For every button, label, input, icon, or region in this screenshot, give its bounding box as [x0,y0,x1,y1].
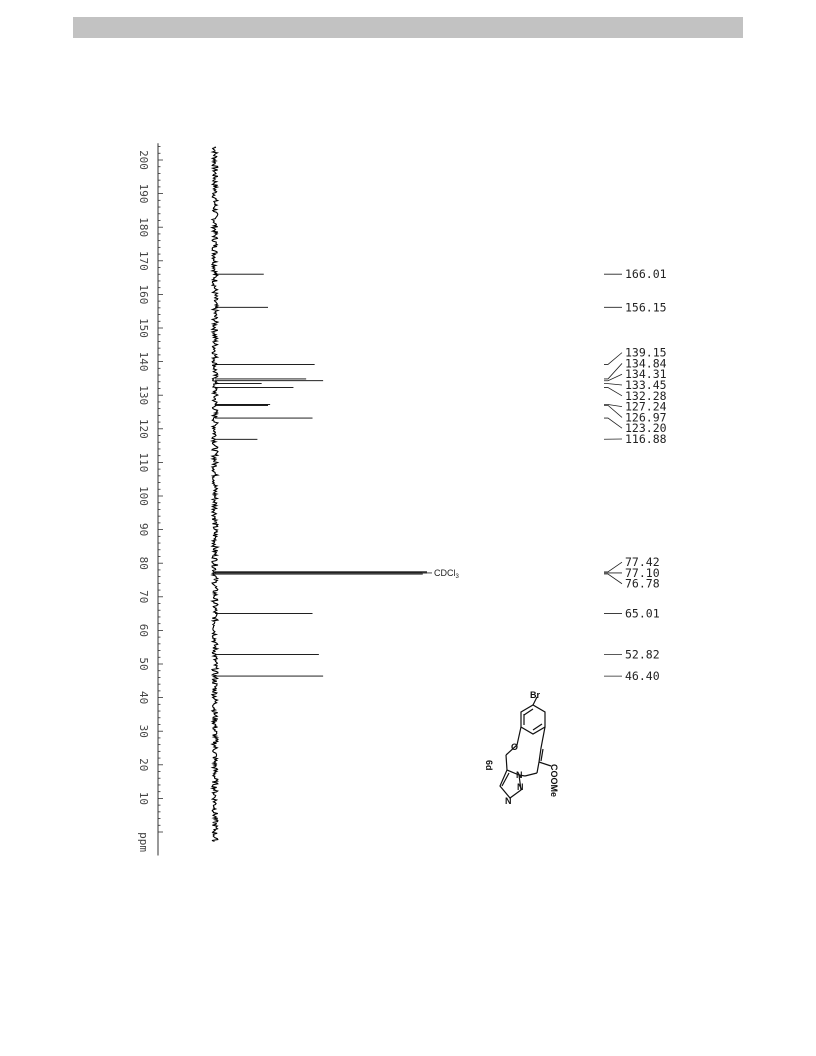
oxygen-label: O [511,742,519,752]
axis-tick-label: 30 [137,724,150,738]
peak-label: 65.01 [625,606,660,621]
baseline-trace [212,147,218,842]
peak-label: 156.15 [625,300,667,315]
peak-label-connector [604,405,622,417]
axis-tick-label: 150 [137,318,150,338]
axis-unit-label: ppm [137,832,150,853]
bromine-label: Br [530,690,541,700]
peak-label: 139.15 [625,345,667,360]
peak-label: 77.10 [625,565,660,580]
axis-tick-label: 60 [137,623,150,638]
nitrogen-label-1: N [516,770,523,780]
axis-tick-label: 190 [137,183,150,204]
axis-tick-label: 110 [137,452,150,473]
peak-lines [215,274,427,676]
peak-label: 77.42 [625,555,660,570]
axis-tick-label: 40 [137,690,150,705]
chemical-structure [500,697,551,798]
peak-label: 132.28 [625,388,667,403]
peak-label: 134.84 [625,356,667,371]
peak-label-connector [604,418,622,428]
peak-label-connector [604,574,622,584]
peak-label: 76.78 [625,576,660,591]
axis-tick-label: 20 [137,758,150,772]
axis-tick-label: 170 [137,250,150,271]
axis-tick-label: 140 [137,351,150,372]
axis-tick-label: 70 [137,590,150,604]
peak-label-connector [604,363,622,379]
peak-label-connector [604,384,622,385]
peak-label: 46.40 [625,669,660,684]
ester-label: COOMe [549,764,559,798]
nitrogen-label-2: N [517,782,524,792]
axis-tick-label: 180 [137,217,150,238]
peak-label: 52.82 [625,647,660,662]
solvent-annotation [422,568,460,580]
baseline-noise [212,147,218,842]
axis-tick-label: 200 [137,150,150,170]
axis-tick-label: 50 [137,657,150,671]
peak-label-connector [604,374,622,380]
peak-label: 127.24 [625,399,667,414]
axis-tick-label: 10 [137,791,150,806]
peak-label: 134.31 [625,367,667,382]
peak-label: 116.88 [625,432,667,447]
axis-tick-label: 90 [137,522,150,537]
peak-label: 123.20 [625,421,667,436]
peak-label: 133.45 [625,378,667,393]
nitrogen-label-3: N [505,796,512,806]
peak-label-connector [604,353,622,365]
peak-label-connector [604,562,622,572]
axis-tick-label: 130 [137,385,150,406]
peak-label-connector [604,388,622,396]
compound-label: 6d [484,760,494,771]
axis-tick-label: 80 [137,556,150,570]
ppm-axis [137,143,163,855]
peak-label: 166.01 [625,267,667,282]
peak-label: 126.97 [625,410,667,425]
axis-tick-label: 120 [137,418,150,439]
solvent-label: CDCl$_3$ [434,567,459,580]
axis-tick-label: 160 [137,284,150,305]
axis-tick-label: 100 [137,486,150,506]
peak-label-list [604,267,667,683]
